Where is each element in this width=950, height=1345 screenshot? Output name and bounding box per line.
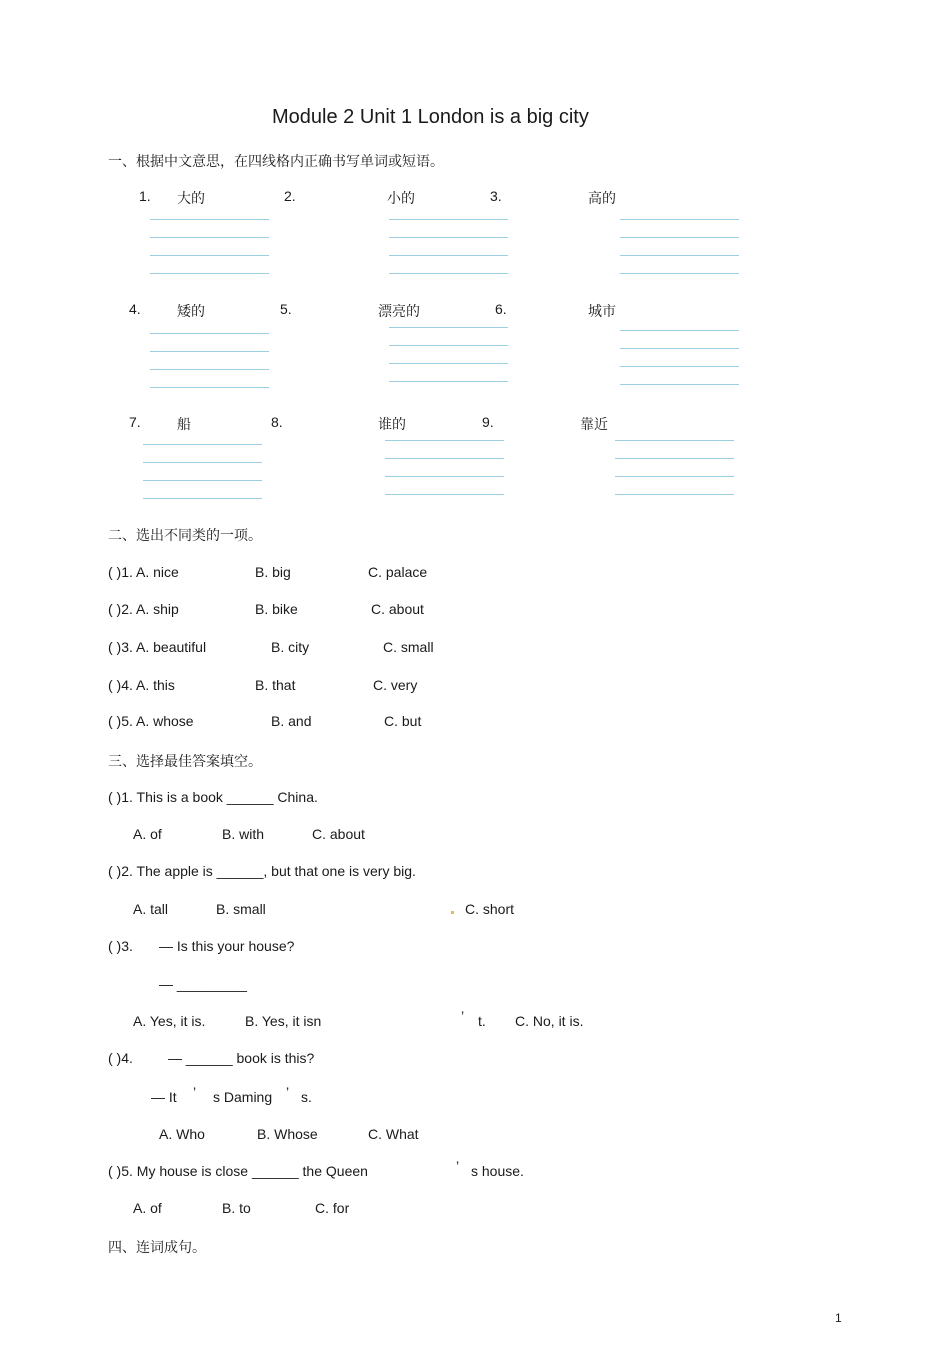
section-2-heading: 二、选出不同类的一项。 [108,528,262,544]
sec2-q2-option-b: B. bike [255,601,298,617]
stray-mark [451,911,454,914]
sec3-q3-option-b: B. Yes, it isn [245,1013,322,1029]
sec3-q4-number: ( )4. [108,1050,133,1066]
sec3-q4-apostrophe-1: ’ [193,1084,197,1100]
item-6-number: 6. [495,301,507,317]
item-7-number: 7. [129,414,141,430]
sec2-q4-option-a: ( )4. A. this [108,677,175,693]
sec3-q3-apostrophe: ’ [461,1008,465,1024]
sec2-q5-option-a: ( )5. A. whose [108,713,194,729]
sec3-q5-stem: ( )5. My house is close ______ the Queen [108,1163,368,1179]
sec2-q2-option-a: ( )2. A. ship [108,601,179,617]
sec3-q3-answer-blank: — _________ [159,976,247,992]
item-4-number: 4. [129,301,141,317]
sec2-q1-option-b: B. big [255,564,291,580]
page-number: 1 [835,1311,842,1325]
sec2-q3-option-c: C. small [383,639,434,655]
sec3-q5-option-c: C. for [315,1200,350,1216]
sec3-q1-stem: ( )1. This is a book ______ China. [108,789,318,805]
item-7-chinese: 船 [177,417,191,433]
sec2-q1-option-a: ( )1. A. nice [108,564,179,580]
sec3-q3-question: — Is this your house? [159,938,295,954]
sec3-q2-option-a: A. tall [133,901,169,917]
sec3-q4-answer-end: s. [301,1089,312,1105]
sec2-q4-option-c: C. very [373,677,418,693]
item-9-chinese: 靠近 [580,417,608,433]
item-1-number: 1. [139,188,151,204]
sec3-q2-option-b: B. small [216,901,266,917]
sec3-q1-option-a: A. of [133,826,162,842]
item-8-number: 8. [271,414,283,430]
section-3-heading: 三、选择最佳答案填空。 [108,754,262,770]
sec2-q3-option-a: ( )3. A. beautiful [108,639,207,655]
item-5-number: 5. [280,301,292,317]
item-4-chinese: 矮的 [177,304,205,320]
sec3-q5-option-b: B. to [222,1200,251,1216]
sec3-q3-option-b-end: t. [478,1013,486,1029]
sec2-q5-option-b: B. and [271,713,312,729]
item-2-number: 2. [284,188,296,204]
sec3-q4-answer-start: — It [151,1089,177,1105]
section-4-heading: 四、连词成句。 [108,1240,206,1256]
page-title: Module 2 Unit 1 London is a big city [272,106,589,128]
item-1-chinese: 大的 [177,191,205,207]
sec2-q4-option-b: B. that [255,677,296,693]
sec3-q4-question: — ______ book is this? [168,1050,315,1066]
item-9-number: 9. [482,414,494,430]
sec3-q5-apostrophe: ’ [456,1158,460,1174]
item-5-chinese: 漂亮的 [378,304,420,320]
sec2-q3-option-b: B. city [271,639,310,655]
sec3-q1-option-b: B. with [222,826,265,842]
item-3-chinese: 高的 [588,191,616,207]
sec3-q4-answer-middle: s Daming [213,1089,273,1105]
sec2-q1-option-c: C. palace [368,564,428,580]
sec3-q2-stem: ( )2. The apple is ______, but that one is very big. [108,863,416,879]
item-3-number: 3. [490,188,502,204]
sec2-q2-option-c: C. about [371,601,424,617]
sec3-q4-option-c: C. What [368,1126,419,1142]
section-1-heading: 一、根据中文意思，在四线格内正确书写单词或短语。 [108,154,444,170]
sec3-q1-option-c: C. about [312,826,365,842]
sec3-q4-option-a: A. Who [159,1126,205,1142]
sec3-q4-option-b: B. Whose [257,1126,318,1142]
sec3-q3-option-c: C. No, it is. [515,1013,584,1029]
sec3-q3-number: ( )3. [108,938,133,954]
sec3-q2-option-c: C. short [465,901,515,917]
sec3-q5-option-a: A. of [133,1200,162,1216]
sec3-q4-apostrophe-2: ’ [286,1084,290,1100]
item-6-chinese: 城市 [588,304,616,320]
item-2-chinese: 小的 [387,191,415,207]
sec2-q5-option-c: C. but [384,713,422,729]
sec3-q5-stem-end: s house. [471,1163,524,1179]
sec3-q3-option-a: A. Yes, it is. [133,1013,206,1029]
item-8-chinese: 谁的 [378,417,406,433]
